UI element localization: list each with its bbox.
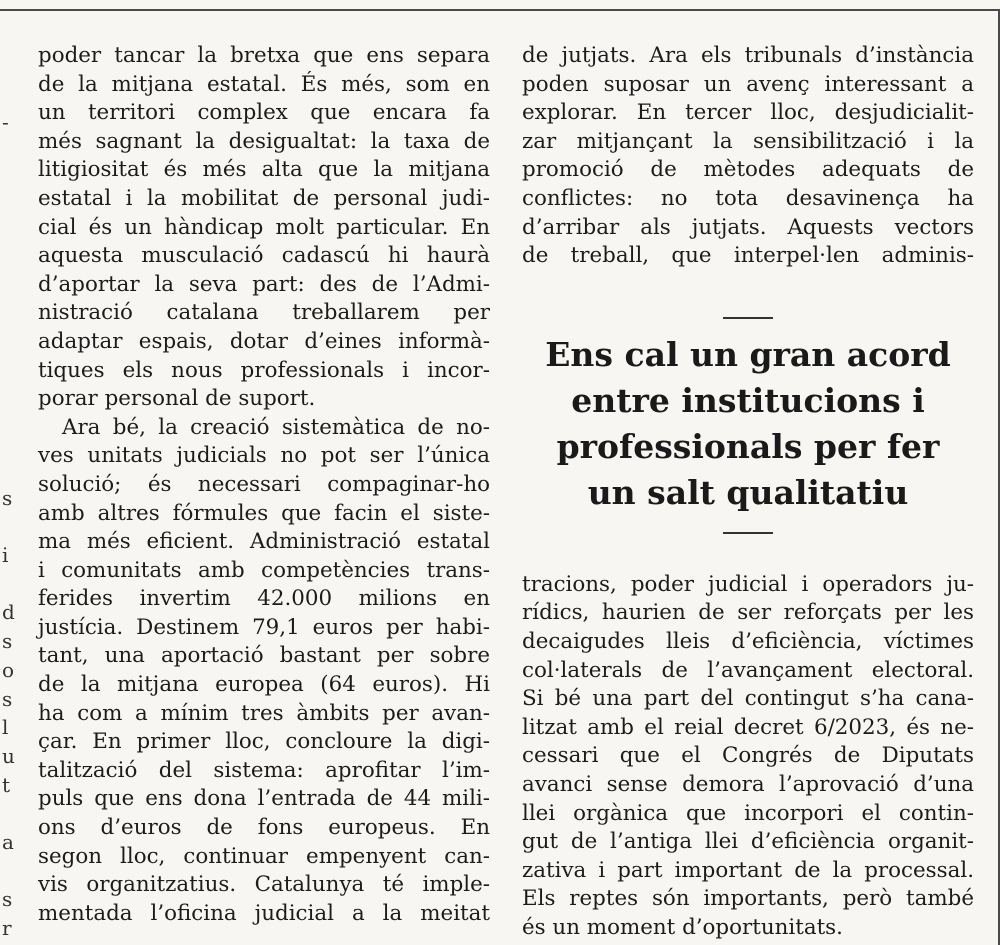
text-line: de la mitjana europea (64 euros). Hi: [38, 672, 490, 698]
cutoff-char: s: [2, 486, 13, 510]
text-line: talització del sistema: aprofitar l’im-: [38, 757, 490, 783]
text-line: çar. En primer lloc, concloure la digi-: [38, 729, 490, 755]
text-line: d’arribar als jutjats. Aquests vectors: [522, 214, 974, 240]
cutoff-char: t: [2, 773, 11, 797]
text-line: Ara bé, la creació sistemàtica de no-: [62, 414, 490, 440]
text-line: tiques els nous professionals i incor-: [38, 357, 490, 383]
text-line: litigiositat és més alta que la mitjana: [38, 157, 490, 183]
text-line: estatal i la mobilitat de personal judi-: [38, 185, 490, 211]
text-line: Si bé una part del contingut s’ha cana-: [522, 686, 974, 712]
article-column-left: [38, 42, 490, 928]
text-line: vis organitzatius. Catalunya té imple-: [38, 872, 490, 898]
pullquote-block: [522, 271, 974, 571]
cutoff-char: d: [2, 600, 15, 624]
text-line: un territori complex que encara fa: [38, 100, 490, 126]
text-line: avanci sense demora l’aprovació d’una: [522, 771, 974, 797]
text-line: rídics, haurien de ser reforçats per les: [522, 600, 974, 626]
text-line: gut de l’antiga llei d’eficiència organit-: [522, 829, 974, 855]
text-line: tant, una aportació bastant per sobre: [38, 643, 490, 669]
text-line: adaptar espais, dotar d’eines informà-: [38, 328, 490, 354]
text-line: solució; és necessari compaginar-ho: [38, 471, 490, 497]
text-line: litzat amb el reial decret 6/2023, és ne-: [522, 714, 974, 740]
cutoff-char: -: [2, 110, 9, 134]
cutoff-char: i: [2, 543, 9, 567]
text-line: és un moment d’oportunitats.: [522, 914, 843, 940]
text-line: ha com a mínim tres àmbits per avan-: [38, 700, 490, 726]
text-line: porar personal de suport.: [38, 386, 316, 412]
text-line: d’aportar la seva part: des de l’Admi-: [38, 271, 490, 297]
cutoff-char: u: [2, 744, 15, 768]
cutoff-char: l: [2, 715, 9, 739]
text-line: ma més eficient. Administració estatal: [38, 529, 490, 555]
cutoff-char: o: [2, 658, 15, 682]
text-line: de treball, que interpel·len adminis-: [522, 243, 974, 269]
text-line: de la mitjana estatal. És més, som en: [38, 71, 490, 97]
text-line: poder tancar la bretxa que ens separa: [38, 43, 490, 68]
text-line: cessari que el Congrés de Diputats: [522, 743, 974, 769]
text-line: de jutjats. Ara els tribunals d’instància: [522, 43, 974, 68]
pullquote-line: un salt qualitatiu: [587, 472, 909, 512]
text-line: col·laterals de l’avançament electoral.: [522, 657, 974, 683]
cutoff-char: a: [2, 830, 14, 854]
pullquote-rule-bottom: [723, 532, 773, 534]
text-line: cial és un hàndicap molt particular. En: [38, 214, 490, 240]
cutoff-char: s: [2, 687, 13, 711]
text-line: poden suposar un avenç interessant a: [522, 71, 974, 97]
pullquote-line: Ens cal un gran acord: [545, 334, 951, 374]
previous-column-cutoff: [0, 0, 14, 945]
cutoff-char: r: [2, 916, 12, 940]
text-line: decaigudes lleis d’eficiència, víctimes: [522, 628, 974, 654]
text-line: mentada l’oficina judicial a la meitat: [38, 900, 490, 926]
page-border-top: [0, 9, 1000, 11]
text-line: conflictes: no tota desavinença ha: [522, 185, 974, 211]
text-line: ons d’euros de fons europeus. En: [38, 815, 490, 841]
pullquote-line: professionals per fer: [556, 426, 940, 466]
text-line: justícia. Destinem 79,1 euros per habi-: [38, 614, 490, 640]
text-line: llei orgànica que incorpori el contin-: [522, 800, 974, 826]
cutoff-char: s: [2, 887, 13, 911]
text-line: ves unitats judicials no pot ser l’única: [38, 443, 490, 469]
pullquote-rule-top: [723, 317, 773, 319]
text-line: zar mitjançant la sensibilització i la: [522, 128, 974, 154]
text-line: Els reptes són importants, però també: [522, 886, 974, 912]
text-line: ferides invertim 42.000 milions en: [38, 586, 490, 612]
pullquote-line: entre institucions i: [571, 380, 925, 420]
text-line: puls que ens dona l’entrada de 44 mili-: [38, 786, 490, 812]
text-line: més sagnant la desigualtat: la taxa de: [38, 128, 490, 154]
text-line: aquesta musculació cadascú hi haurà: [38, 243, 490, 269]
pullquote: [522, 332, 974, 516]
text-line: promoció de mètodes adequats de: [522, 157, 974, 183]
text-line: nistració catalana treballarem per: [38, 300, 490, 326]
text-line: tracions, poder judicial i operadors ju-: [522, 571, 974, 597]
text-line: amb altres fórmules que facin el siste-: [38, 500, 490, 526]
text-line: i comunitats amb competències trans-: [38, 557, 490, 583]
text-line: explorar. En tercer lloc, desjudicialit-: [522, 100, 974, 126]
article-column-right: [522, 42, 974, 942]
text-line: segon lloc, continuar empenyent can-: [38, 843, 490, 869]
cutoff-char: s: [2, 629, 13, 653]
text-line: zativa i part important de la processal.: [522, 857, 974, 883]
